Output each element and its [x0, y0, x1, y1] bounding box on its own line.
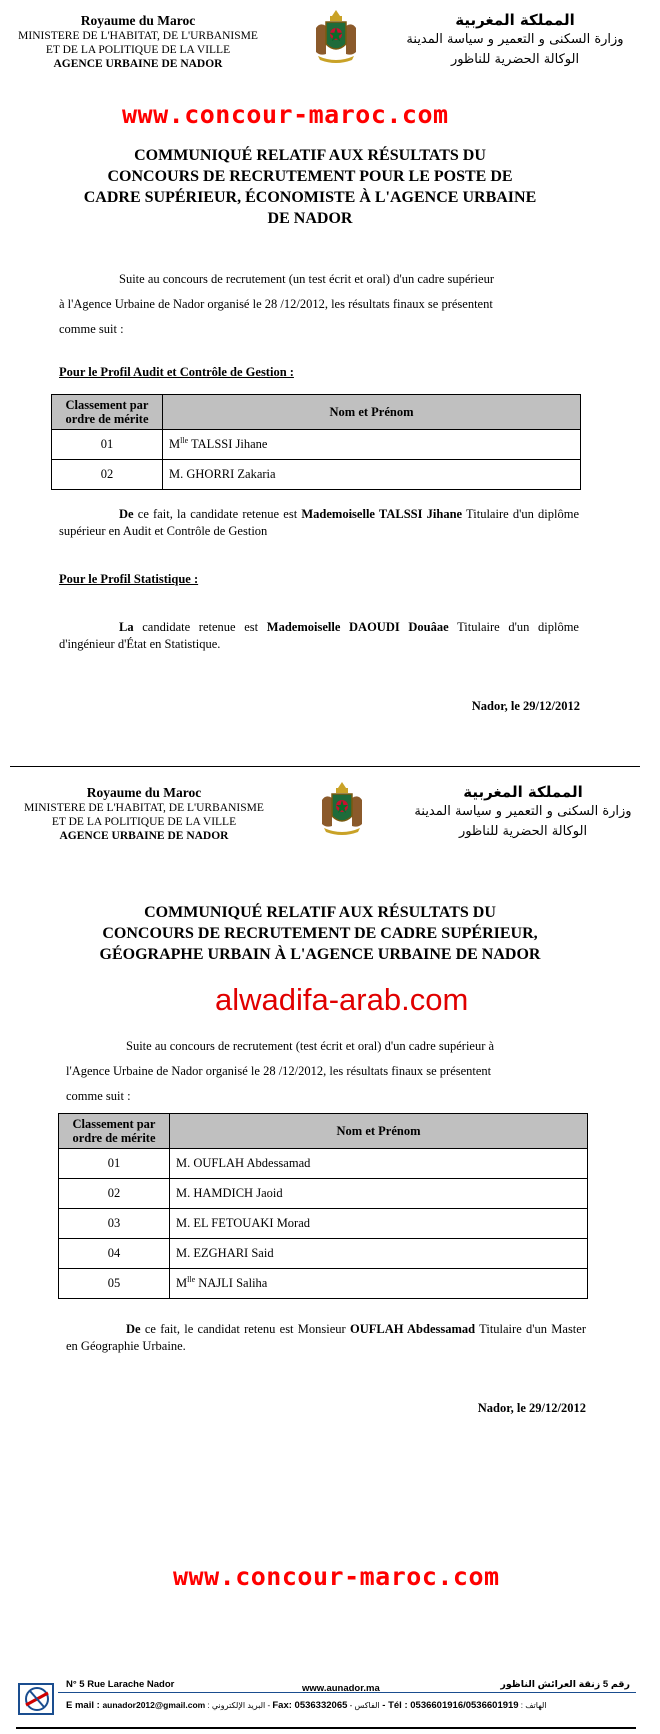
arabic-kingdom: المملكة المغربية	[455, 11, 575, 29]
rank-cell: 04	[59, 1239, 170, 1269]
doc1-intro	[59, 267, 589, 342]
name-prefix: M. HAMDICH Jaoid	[176, 1186, 283, 1201]
result-name: Mademoiselle DAOUDI Douâae	[266, 620, 449, 634]
rank-cell: 02	[52, 460, 163, 490]
table-row	[52, 460, 581, 490]
name-prefix: M	[176, 1276, 188, 1291]
doc1-intro-line1: Suite au concours de recrutement (un test écrit et oral) d'un cadre supérieur	[119, 272, 495, 286]
doc1-title-line: DE NADOR	[267, 210, 353, 227]
agency-label: AGENCE URBAINE DE NADOR	[59, 830, 229, 842]
result-lead: De	[119, 507, 134, 521]
footer-contact	[66, 1700, 636, 1711]
name-cell	[170, 1149, 588, 1179]
page-separator	[10, 766, 640, 767]
doc1-intro-line2: à l'Agence Urbaine de Nador organisé le 28 /12/2012, les résultats finaux se présentent	[59, 297, 493, 311]
rank-cell: 05	[59, 1269, 170, 1299]
result-lead: De	[126, 1322, 141, 1336]
rank-cell: 03	[59, 1209, 170, 1239]
name-prefix: M	[169, 437, 181, 452]
footer-address-ar	[480, 1679, 630, 1690]
result-text: ce fait, la candidate retenue est	[133, 507, 302, 521]
name-cell	[170, 1209, 588, 1239]
doc2-result	[66, 1321, 586, 1355]
name-prefix: M. GHORRI Zakaria	[169, 467, 276, 482]
name-prefix: M. EL FETOUAKI Morad	[176, 1216, 311, 1231]
header-left	[4, 12, 272, 71]
name-text: TALSSI Jihane	[188, 437, 268, 452]
fax-ar: - الفاكس	[347, 1701, 380, 1710]
name-sup: lle	[187, 1275, 196, 1285]
footer-rule-bottom	[16, 1727, 636, 1729]
doc1-title	[40, 145, 580, 229]
name-prefix: M. EZGHARI Said	[176, 1246, 274, 1261]
doc1-section-stat: Pour le Profil Statistique :	[59, 572, 199, 586]
table-row	[59, 1149, 588, 1179]
name-cell	[170, 1179, 588, 1209]
arabic-agency: الوكالة الحضرية للناظور	[458, 824, 588, 839]
table-row	[59, 1179, 588, 1209]
table-row	[59, 1209, 588, 1239]
header-left-2	[10, 784, 278, 843]
header-right-arabic	[380, 10, 650, 70]
name-sup: lle	[180, 436, 189, 446]
doc2-results-table	[58, 1113, 588, 1299]
result-lead: La	[119, 620, 134, 634]
arabic-ministry: وزارة السكنى و التعمير و سياسة المدينة	[414, 804, 632, 819]
result-text: ce fait, le candidat retenu est Monsieur	[140, 1322, 350, 1336]
doc2-intro	[66, 1034, 596, 1109]
doc2-intro-line3: comme suit :	[66, 1089, 131, 1103]
doc1-date: Nador, le 29/12/2012	[471, 699, 580, 713]
name-cell	[163, 430, 581, 460]
doc2-title-line: GÉOGRAPHE URBAIN À L'AGENCE URBAINE DE NADOR	[99, 946, 541, 963]
doc2-intro-line2: l'Agence Urbaine de Nador organisé le 28 /12/2012, les résultats finaux se présentent	[66, 1064, 492, 1078]
kingdom-label: Royaume du Maroc	[80, 13, 196, 28]
rank-cell: 01	[59, 1149, 170, 1179]
rank-cell: 02	[59, 1179, 170, 1209]
tel-number: - Tél : 0536601916/0536601919	[379, 1700, 519, 1711]
tel-ar: : الهاتف	[518, 1701, 547, 1710]
header-right-arabic-2	[388, 782, 658, 842]
result-text: candidate retenue est	[133, 620, 267, 634]
watermark-middle: alwadifa-arab.com	[215, 982, 469, 1017]
kingdom-label: Royaume du Maroc	[86, 785, 202, 800]
rank-cell: 01	[52, 430, 163, 460]
agency-label: AGENCE URBAINE DE NADOR	[53, 58, 223, 70]
table-row	[59, 1269, 588, 1299]
email-link[interactable]: aunador2012@gmail.com	[102, 1700, 206, 1710]
name-text: NAJLI Saliha	[195, 1276, 268, 1291]
doc1-title-line: CONCOURS DE RECRUTEMENT POUR LE POSTE DE	[107, 168, 513, 185]
arabic-kingdom: المملكة المغربية	[463, 783, 583, 801]
table-row	[52, 430, 581, 460]
watermark-top: www.concour-maroc.com	[122, 100, 449, 129]
arabic-agency: الوكالة الحضرية للناظور	[450, 52, 580, 67]
email-label: E mail :	[66, 1700, 103, 1711]
footer-address-fr	[66, 1679, 174, 1690]
doc1-result-audit	[59, 506, 579, 540]
fax-number: Fax: 0536332065	[272, 1700, 348, 1711]
website-link[interactable]: www.aunador.ma	[302, 1683, 380, 1694]
doc2-title-line: CONCOURS DE RECRUTEMENT DE CADRE SUPÉRIEUR,	[102, 925, 538, 942]
doc2-date: Nador, le 29/12/2012	[477, 1401, 586, 1415]
coat-of-arms-icon	[310, 8, 362, 66]
arabic-ministry: وزارة السكنى و التعمير و سياسة المدينة	[406, 32, 624, 47]
table-header-name: Nom et Prénom	[170, 1114, 588, 1149]
coat-of-arms-icon	[316, 780, 368, 838]
email-ar: : البريد الإلكتروني -	[205, 1701, 273, 1710]
doc1-section-audit: Pour le Profil Audit et Contrôle de Gestion :	[59, 365, 294, 379]
result-name: OUFLAH Abdessamad	[349, 1322, 476, 1336]
doc1-result-stat	[59, 619, 579, 653]
doc2-intro-line1: Suite au concours de recrutement (test écrit et oral) d'un cadre supérieur à	[126, 1039, 495, 1053]
ministry-line1: MINISTERE DE L'HABITAT, DE L'URBANISME	[18, 30, 258, 42]
name-cell	[163, 460, 581, 490]
watermark-bottom: www.concour-maroc.com	[173, 1562, 500, 1591]
name-prefix: M. OUFLAH Abdessamad	[176, 1156, 311, 1171]
address-fr: N° 5 Rue Larache Nador	[66, 1679, 175, 1690]
table-header-rank: Classement par ordre de mérite	[59, 1114, 170, 1149]
table-row	[59, 1239, 588, 1269]
name-cell	[170, 1239, 588, 1269]
footer-website	[302, 1683, 380, 1694]
doc2-title	[50, 902, 590, 965]
doc1-results-table	[51, 394, 581, 490]
doc1-intro-line3: comme suit :	[59, 322, 124, 336]
ministry-line1: MINISTERE DE L'HABITAT, DE L'URBANISME	[24, 802, 264, 814]
name-cell	[170, 1269, 588, 1299]
doc2-title-line: COMMUNIQUÉ RELATIF AUX RÉSULTATS DU	[144, 904, 496, 921]
agency-logo-icon	[18, 1681, 56, 1717]
doc1-title-line: CADRE SUPÉRIEUR, ÉCONOMISTE À L'AGENCE URBAINE	[83, 189, 537, 206]
result-text: Titulaire d'un diplôme supérieur en Audit et Contrôle de Gestion	[59, 507, 580, 538]
ministry-line2: ET DE LA POLITIQUE DE LA VILLE	[51, 816, 237, 828]
result-text: Titulaire d'un Master en Géographie Urbaine.	[66, 1322, 586, 1353]
result-text: Titulaire d'un diplôme d'ingénieur d'État en Statistique.	[59, 620, 579, 651]
table-header-name: Nom et Prénom	[163, 395, 581, 430]
doc1-title-line: COMMUNIQUÉ RELATIF AUX RÉSULTATS DU	[134, 147, 486, 164]
address-ar: رقم 5 زنقة العرائش الناظور	[500, 1679, 630, 1690]
result-name: Mademoiselle TALSSI Jihane	[301, 507, 463, 521]
table-header-rank: Classement par ordre de mérite	[52, 395, 163, 430]
ministry-line2: ET DE LA POLITIQUE DE LA VILLE	[45, 44, 231, 56]
